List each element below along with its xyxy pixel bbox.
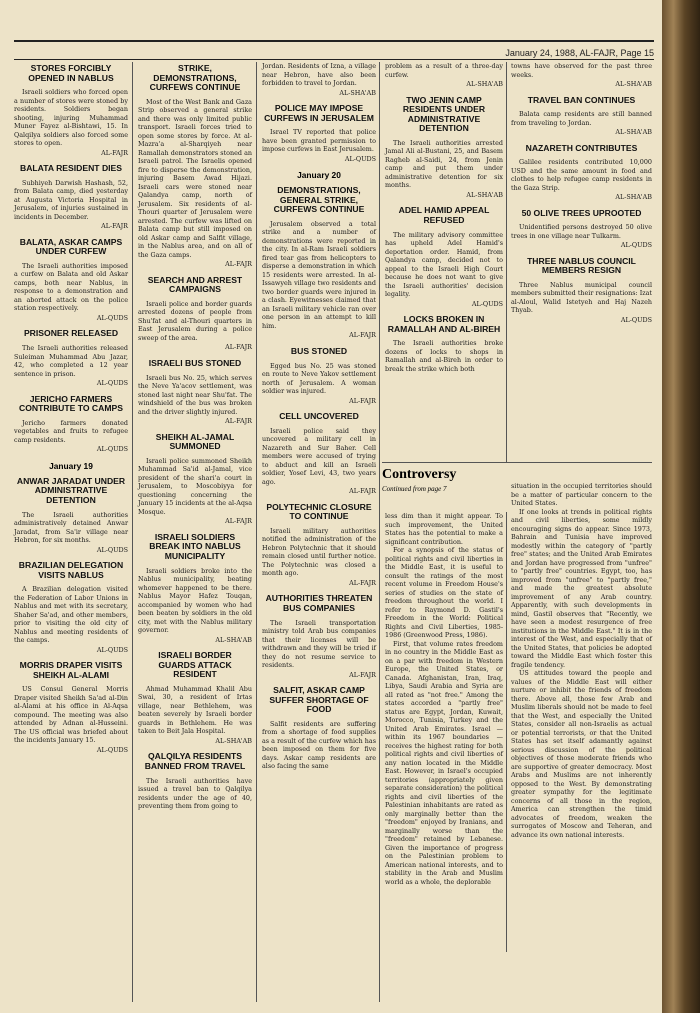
source-credit: AL-SHA'AB bbox=[615, 128, 652, 137]
headline: ADEL HAMID APPEAL REFUSED bbox=[398, 205, 490, 225]
article-body: Israel TV reported that police have been granted permission to impose curfews in East Jerusalem. bbox=[262, 128, 376, 154]
source-credit: AL-QUDS bbox=[96, 313, 128, 322]
news-brief bbox=[262, 347, 376, 405]
headline: DEMONSTRATIONS, GENERAL STRIKE, CURFEWS CONTINUE bbox=[273, 185, 365, 215]
source-credit: AL-FAJR bbox=[225, 343, 252, 352]
paragraph: For a synopsis of the status of political rights and civil liberties in the Middle East, it is useful to consult the ratings of the most recent volume in Freedom House's series of studies on the state of freedom throughout the world. I refer to Raymond D. Gastil's Freedom in the World: Political Rights and Civil Liberties, 1985-1986 (Greenwood Press, 1986). bbox=[385, 546, 503, 639]
news-brief bbox=[385, 62, 503, 89]
source-credit: AL-FAJR bbox=[349, 331, 376, 340]
news-brief bbox=[138, 359, 252, 426]
news-brief bbox=[262, 62, 376, 97]
article-body: The Israeli authorities imposed a curfew on Balata and old Askar camps, both near Nablus, in response to a demonstration and an aborted attack on the police station respectively. bbox=[14, 261, 128, 313]
headline: ISRAELI BUS STONED bbox=[148, 357, 242, 368]
headline: 50 OLIVE TREES UPROOTED bbox=[521, 207, 642, 218]
column-divider bbox=[379, 62, 380, 1002]
article-body: The military advisory committee has upheld Adel Hamid's deportation order. Hamid, from Qalandya camp, decided not to appeal to the Israeli High Court because he does not want to give the Israeli authorities' decision legality. bbox=[385, 230, 503, 299]
headline: QALQILYA RESIDENTS BANNED FROM TRAVEL bbox=[144, 751, 246, 771]
news-brief bbox=[14, 561, 128, 654]
article-body: Most of the West Bank and Gaza Strip observed a general strike and there was only limited public transport. Israeli forces tried to open some stores by force. At al-Mazra'a al-Sharqiyeh near Ramallah demonstrators stoned an Israeli patrol. The Israelis opened fire to disperse the demonstration, injuring Basem Awad Hijazi. Israeli cars were stoned near Qalandya camp, north of Jerusalem. Six residents of al-Thouri quarter of Jerusalem were arrested. The curfew was lifted on Balata camp but still imposed on old Askar camp and Salfit village, in the Nablus area, and on all of the Gaza camps. bbox=[138, 97, 252, 259]
news-brief bbox=[138, 533, 252, 644]
source-credit: AL-FAJR bbox=[101, 148, 128, 157]
article-body: Israeli police said they uncovered a military cell in Nazareth and Sur Baher. Cell members were accused of trying to abduct and kill an Israeli soldier, Yosef Levi, 43, two years ago. bbox=[262, 426, 376, 486]
article-body: The Israeli authorities have issued a travel ban to Qalqilya residents under the age of 40, preventing them from going to bbox=[138, 776, 252, 810]
headline: POLICE MAY IMPOSE CURFEWS IN JERUSALEM bbox=[264, 103, 374, 123]
article-body: Jordan. Residents of Izna, a village near Hebron, have also been forbidden to travel to Jordan. bbox=[262, 62, 376, 87]
news-brief bbox=[511, 209, 652, 250]
headline: CELL UNCOVERED bbox=[279, 411, 359, 422]
column-1 bbox=[14, 62, 128, 761]
headline: THREE NABLUS COUNCIL MEMBERS RESIGN bbox=[527, 255, 636, 276]
news-brief bbox=[14, 329, 128, 387]
source-credit: AL-QUDS bbox=[471, 299, 503, 308]
article-body: Three Nablus municipal council members submitted their resignations: Izat al-Aloul, Walid Istetyeh and Haj Nazeh Thyab. bbox=[511, 280, 652, 315]
news-brief bbox=[511, 62, 652, 89]
book-binding bbox=[662, 0, 700, 1013]
column-5 bbox=[511, 62, 652, 331]
headline: SALFIT, ASKAR CAMP SUFFER SHORTAGE OF FOOD bbox=[269, 685, 369, 715]
source-credit: AL-SHA'AB bbox=[615, 193, 652, 202]
news-brief bbox=[14, 164, 128, 231]
article-body: towns have observed for the past three weeks. bbox=[511, 62, 652, 79]
article-body: Unidentified persons destroyed 50 olive trees in one village near Tulkarm. bbox=[511, 223, 652, 240]
headline: AUTHORITIES THREATEN BUS COMPANIES bbox=[265, 593, 373, 613]
news-brief bbox=[262, 104, 376, 163]
article-body: Israeli soldiers who forced open a number of stores were stoned by residents. Soldiers began shooting, injuring Muhammad Muner Fayez al-Bishtawi, 15. In Qalqilya soldiers also forced some stores to open. bbox=[14, 88, 128, 148]
source-credit: AL-QUDS bbox=[96, 645, 128, 654]
source-credit: AL-SHA'AB bbox=[215, 635, 252, 644]
headline: BRAZILIAN DELEGATION VISITS NABLUS bbox=[18, 560, 124, 580]
news-brief bbox=[262, 594, 376, 679]
source-credit: AL-FAJR bbox=[101, 222, 128, 231]
headline: POLYTECHNIC CLOSURE TO CONTINUE bbox=[266, 501, 372, 522]
news-brief bbox=[262, 686, 376, 771]
source-credit: AL-QUDS bbox=[620, 315, 652, 324]
news-brief bbox=[138, 64, 252, 269]
source-credit: AL-QUDS bbox=[96, 545, 128, 554]
paragraph: US attitudes toward the people and values of the Middle East will either nurture or inhibit the friends of freedom there. Above all, those few Arab and Muslim liberals should not be made to feel that the West, and especially the United States, consider all non-Israelis as actual or potential terrorists, or that the United States has set itself adamantly against serious discussion of the political objectives of those moderate friends who are supportive of greater democracy. Most Arabs and Muslims are not inherently opposed to the West. By demonstrating greater sympathy for the legitimate concerns of all those in the region, America can strengthen the timid advocates of freedom, weaken the surrogates of Moscow and Teheran, and advance its own national interests. bbox=[511, 669, 652, 839]
column-divider bbox=[132, 62, 133, 1002]
headline: ISRAELI SOLDIERS BREAK INTO NABLUS MUNICIPALITY bbox=[149, 531, 241, 561]
news-brief bbox=[14, 661, 128, 754]
article-body: Galilee residents contributed 10,000 USD and the same amount in food and clothes to help refugee camp residents in the Gaza Strip. bbox=[511, 158, 652, 192]
news-brief bbox=[385, 315, 503, 373]
source-credit: AL-FAJR bbox=[349, 670, 376, 679]
news-brief bbox=[385, 206, 503, 308]
source-credit: AL-FAJR bbox=[225, 260, 252, 269]
headline: ISRAELI BORDER GUARDS ATTACK RESIDENT bbox=[158, 650, 232, 680]
source-credit: AL-QUDS bbox=[96, 745, 128, 754]
header-rule bbox=[14, 59, 654, 60]
news-brief bbox=[14, 238, 128, 323]
news-brief bbox=[14, 64, 128, 157]
article-body: Israeli soldiers broke into the Nablus municipality, beating whomever happened to be there. Nablus Mayor Hafez Touqan, accompanied by women who had been beaten by soldiers in the old city, met with the Nablus military governor. bbox=[138, 566, 252, 635]
headline: ANWAR JARADAT UNDER ADMINISTRATIVE DETENTION bbox=[16, 475, 126, 505]
headline: TWO JENIN CAMP RESIDENTS UNDER ADMINISTRATIVE DETENTION bbox=[402, 94, 486, 134]
source-credit: AL-SHA'AB bbox=[466, 190, 503, 199]
article-body: Jerusalem observed a total strike and a number of demonstrations were reported in the city. In al-Ram Israeli soldiers fired tear gas from helicopters to disperse a demonstration in which 15 residents were arrested. In al-Issawyeh village two residents and two border guards were injured in a clash. Eyewitnesses claimed that an Israeli military vehicle ran over one person in an attempt to kill him. bbox=[262, 219, 376, 330]
article-body: Salfit residents are suffering from a shortage of food supplies as a result of the curfew which has been imposed on them for five days. Askar camp residents are also facing the same bbox=[262, 719, 376, 771]
news-brief bbox=[138, 651, 252, 745]
news-brief bbox=[511, 96, 652, 137]
source-credit: AL-QUDS bbox=[96, 445, 128, 454]
article-body: Egged bus No. 25 was stoned en route to Neve Yakov settlement north of Jerusalem. A woman soldier was injured. bbox=[262, 361, 376, 396]
date-heading: January 19 bbox=[49, 460, 93, 471]
article-body: US Consul General Morris Draper visited Sheikh Sa'ad al-Din al-Alami at his office in Al-Aqsa compound. The meeting was also attended by Adnan al-Husseini. The US official was briefed about the incidents January 15. bbox=[14, 685, 128, 745]
article-body: problem as a result of a three-day curfew. bbox=[385, 62, 503, 79]
article-body: Ahmad Muhammad Khalil Abu Swai, 30, a resident of Irtas village, near Bethlehem, was beaten severely by Israeli border guards in Bethlehem. He was taken to Beit Jala Hospital. bbox=[138, 684, 252, 736]
article-body: The Israeli authorities broke dozens of locks to shops in Ramallah and al-Bireh in order to break the strike which both bbox=[385, 339, 503, 373]
article-body: The Israeli authorities arrested Jamal Ali al-Bustani, 25, and Basem Ragheb al-Saidi, 24, from Jenin camp and put them under administrative detention for six months. bbox=[385, 138, 503, 190]
source-credit: AL-QUDS bbox=[620, 241, 652, 250]
source-credit: AL-QUDS bbox=[344, 154, 376, 163]
paragraph: situation in the occupied territories should be a matter of particular concern to the United States. bbox=[511, 482, 652, 507]
article-body: Subhiyeh Darwish Hashash, 52, from Balata camp, died yesterday at Augusta Victoria Hospital in Jerusalem, of injuries sustained in incidents in December. bbox=[14, 178, 128, 221]
news-brief bbox=[511, 144, 652, 202]
headline: TRAVEL BAN CONTINUES bbox=[527, 94, 636, 105]
news-brief bbox=[262, 503, 376, 588]
headline: BUS STONED bbox=[290, 345, 348, 356]
source-credit: AL-SHA'AB bbox=[215, 736, 252, 745]
news-brief bbox=[138, 276, 252, 352]
news-brief bbox=[385, 96, 503, 200]
headline: SHEIKH AL-JAMAL SUMMONED bbox=[155, 431, 235, 452]
news-brief bbox=[14, 477, 128, 554]
article-body: Israeli military authorities notified the administration of the Hebron Polytechnic that it should remain closed until further notice. The Polytechnic was closed a month ago. bbox=[262, 526, 376, 578]
column-divider bbox=[256, 62, 257, 1002]
article-body: Israeli bus No. 25, which serves the Neve Ya'acov settlement, was stoned last night near Shu'fat. The windshield of the bus was broken and the driver slightly injured. bbox=[138, 373, 252, 416]
news-brief bbox=[262, 186, 376, 340]
article-body: The Israeli transportation ministry told Arab bus companies that their licenses will be withdrawn and they will be tried if they do not resume service to residents. bbox=[262, 618, 376, 670]
news-brief bbox=[138, 433, 252, 526]
column-4 bbox=[385, 62, 503, 380]
source-credit: AL-SHA'AB bbox=[615, 80, 652, 88]
column-2 bbox=[138, 62, 252, 818]
column-3 bbox=[262, 62, 376, 778]
source-credit: AL-SHA'AB bbox=[466, 80, 503, 88]
paragraph: First, that volume rates freedom in no country in the Middle East as on a par with freedom in Western Europe, the United States, or Canada. Afghanistan, Iran, Iraq, Libya, Saudi Arabia and Syria are all rated as "not free." Among the states accorded a "partly free" status are Egypt, Jordan, Kuwait, Morocco, Tunisia, Turkey and the United Arab Emirates. Israel — within its 1967 boundaries — receives the highest rating for both political rights and civil liberties of any nation located in the Middle East. However, in Israel's occupied territories (appropriately given separate consideration) the political rights and civil liberties of the Palestinian inhabitants are rated as only marginally better than the "freedom" enjoyed by Iranians, and marginally worse than the "freedom" retained by Lebanese. Given the importance of progress on the Palestinian problem to American national interests, and to stability in the Arab and Muslim world as a whole, the deplorable bbox=[385, 639, 503, 886]
paragraph: If one looks at trends in political rights and civil liberties, some mildly encouraging signs do appear. Since 1973, Bahrain and Tunisia have improved modestly within the category of "partly free" states; and the United Arab Emirates and Jordan have progressed from "unfree" to "partly free" countries. Egypt, too, has improved from "unfree" to "partly free," and made the greatest absolute improvement of any Arab country. Apparently, with such developments in mind, Gastil observes that "Recently, we have seen a modest resurgence of free institutions in the Middle East." It is in the interest of the West, and especially that of the United States, that policies be adopted toward the Middle East which foster this fragile tendency. bbox=[511, 507, 652, 669]
headline: NAZARETH CONTRIBUTES bbox=[525, 142, 638, 153]
page-header: January 24, 1988, AL-FAJR, Page 15 bbox=[505, 48, 654, 58]
column-divider bbox=[506, 512, 507, 952]
article-body: Israeli police and border guards arrested dozens of people from Shu'fat and al-Thouri quarters in East Jerusalem during a police sweep of the area. bbox=[138, 299, 252, 342]
source-credit: AL-SHA'AB bbox=[339, 88, 376, 97]
source-credit: AL-FAJR bbox=[225, 417, 252, 426]
article-body: Balata camp residents are still banned from traveling to Jordan. bbox=[511, 110, 652, 127]
controversy-subtitle: Continued from page 7 bbox=[382, 485, 447, 493]
headline: JERICHO FARMERS CONTRIBUTE TO CAMPS bbox=[19, 393, 123, 414]
controversy-column-a bbox=[385, 512, 503, 886]
source-credit: AL-FAJR bbox=[349, 487, 376, 496]
source-credit: AL-FAJR bbox=[225, 517, 252, 526]
article-body: A Brazilian delegation visited the Federation of Labor Unions in Nablus and met with its secretary, Shaher Sa'ad, and other members, prior to visiting the old city of Nablus and meeting residents of the camps. bbox=[14, 585, 128, 645]
headline: LOCKS BROKEN IN RAMALLAH AND AL-BIREH bbox=[387, 314, 501, 334]
headline: MORRIS DRAPER VISITS SHEIKH AL-ALAMI bbox=[19, 660, 123, 680]
article-body: The Israeli authorities administratively detained Anwar Jaradat, from Sa'ir village near Hebron, for six months. bbox=[14, 510, 128, 545]
news-brief bbox=[14, 395, 128, 454]
headline: STORES FORCIBLY OPENED IN NABLUS bbox=[28, 63, 114, 83]
controversy-title: Controversy bbox=[382, 467, 457, 482]
article-body: The Israeli authorities released Suleiman Muhammad Abu Jazar, 42, who completed a 12 year sentence in prison. bbox=[14, 344, 128, 378]
news-brief bbox=[262, 412, 376, 496]
source-credit: AL-FAJR bbox=[349, 578, 376, 587]
source-credit: AL-FAJR bbox=[349, 396, 376, 405]
headline: PRISONER RELEASED bbox=[23, 328, 119, 339]
headline: BALATA, ASKAR CAMPS UNDER CURFEW bbox=[19, 236, 123, 257]
article-body: Jericho farmers donated vegetables and fruits to refugee camp residents. bbox=[14, 418, 128, 444]
news-brief bbox=[511, 257, 652, 325]
headline: BALATA RESIDENT DIES bbox=[19, 163, 122, 174]
date-heading: January 20 bbox=[297, 170, 341, 181]
news-brief bbox=[138, 752, 252, 810]
paragraph: less dim than it might appear. To such improvement, the United States has the potential to make a significant contribution. bbox=[385, 512, 503, 546]
headline: STRIKE, DEMONSTRATIONS, CURFEWS CONTINUE bbox=[149, 63, 241, 93]
headline: SEARCH AND ARREST CAMPAIGNS bbox=[147, 274, 243, 295]
controversy-column-b bbox=[511, 482, 652, 839]
top-rule bbox=[14, 40, 654, 42]
source-credit: AL-QUDS bbox=[96, 379, 128, 388]
article-body: Israeli police summoned Sheikh Muhammad Sa'id al-Jamal, vice president of the shari'a court in Jerusalem, to Moscobiyya for questioning concerning the January 15 incidents at the al-Aqsa Mosque. bbox=[138, 456, 252, 516]
column-divider bbox=[506, 62, 507, 462]
